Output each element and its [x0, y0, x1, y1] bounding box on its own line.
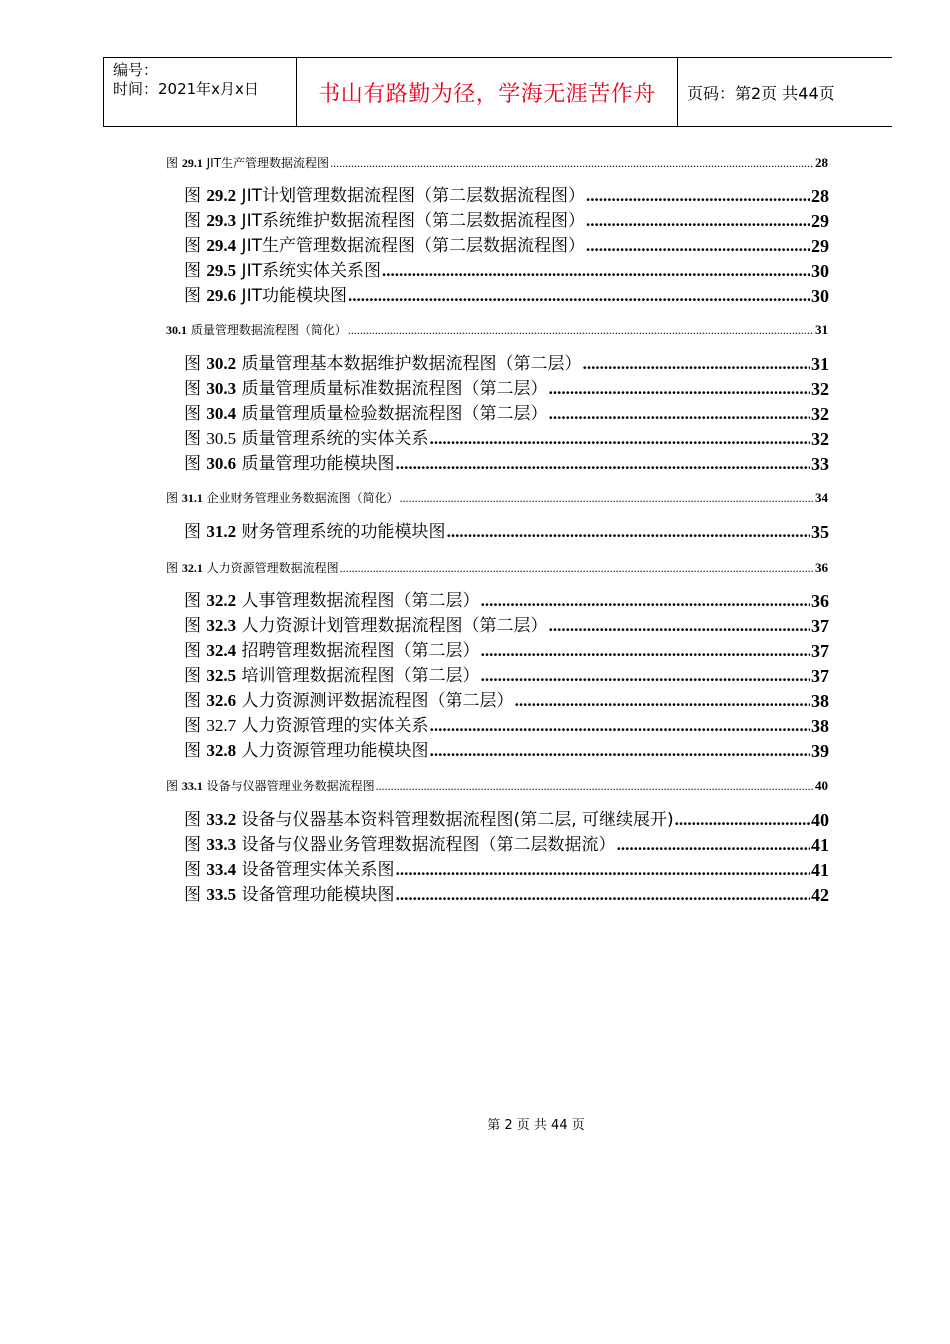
toc-entry-title	[184, 521, 446, 543]
toc-entry-title	[184, 640, 480, 662]
toc-entry-text: 设备与仪器基本资料管理数据流程图(第二层, 可继续展开)	[236, 810, 674, 830]
toc-entry-text: 培训管理数据流程图（第二层）	[236, 666, 480, 686]
toc-entry[interactable]	[166, 322, 828, 338]
toc-entry-prefix: 图	[184, 641, 207, 661]
toc-entry[interactable]	[184, 403, 829, 425]
toc-entry-page: 31	[811, 354, 829, 374]
toc-entry-number: 30.6	[206, 454, 237, 473]
toc-entry-prefix: 图	[184, 835, 207, 855]
toc-entry-page: 33	[811, 454, 829, 474]
toc-dot-leader	[396, 859, 810, 881]
toc-dot-leader	[515, 690, 810, 712]
toc-entry[interactable]	[184, 521, 829, 543]
toc-entry[interactable]	[184, 378, 829, 400]
toc-entry-number: 32.2	[206, 591, 237, 610]
toc-entry-page: 28	[811, 186, 829, 206]
footer-page-number: 第 2 页 共 44 页	[487, 1118, 585, 1133]
toc-entry-page: 39	[811, 741, 829, 761]
toc-entry-title	[184, 834, 616, 856]
toc-entry-text: JIT生产管理数据流程图（第二层数据流程图）	[236, 236, 585, 256]
toc-entry-prefix: 图	[166, 561, 182, 575]
header-meta-cell	[103, 58, 297, 126]
toc-entry-prefix: 图	[184, 522, 207, 542]
toc-entry-prefix: 图	[184, 666, 207, 686]
toc-entry-number: 30.1	[166, 323, 187, 337]
toc-entry-prefix: 图	[184, 810, 207, 830]
toc-entry-title	[184, 185, 585, 207]
toc-entry-text: 设备与仪器业务管理数据流程图（第二层数据流）	[236, 835, 616, 855]
toc-entry-text: 财务管理系统的功能模块图	[236, 522, 446, 542]
toc-entry-page: 37	[811, 666, 829, 686]
toc-entry-page: 32	[811, 429, 829, 449]
toc-entry-number: 33.2	[206, 810, 237, 829]
toc-entry-text: JIT生产管理数据流程图	[202, 156, 330, 170]
toc-entry-text: 质量管理质量标准数据流程图（第二层）	[236, 379, 548, 399]
toc-entry[interactable]	[184, 740, 829, 762]
toc-entry-title	[166, 322, 347, 338]
toc-entry[interactable]	[184, 353, 829, 375]
toc-dot-leader	[430, 715, 810, 737]
toc-entry-number: 29.5	[206, 261, 237, 280]
toc-dot-leader	[330, 155, 814, 171]
toc-entry-title	[184, 665, 480, 687]
toc-entry-prefix: 图	[184, 591, 207, 611]
header-motto: 书山有路勤为径，学海无涯苦作舟	[318, 81, 656, 107]
toc-dot-leader	[675, 809, 810, 831]
toc-entry-title	[184, 235, 585, 257]
toc-entry-prefix: 图	[184, 716, 207, 736]
toc-entry[interactable]	[166, 490, 828, 506]
toc-entry[interactable]	[184, 884, 829, 906]
toc-entry-text: 质量管理质量检验数据流程图（第二层）	[236, 404, 548, 424]
toc-entry-title	[166, 778, 375, 794]
toc-entry-title	[184, 615, 548, 637]
toc-entry-prefix: 图	[184, 261, 207, 281]
toc-entry-page: 30	[811, 286, 829, 306]
toc-entry-number: 32.1	[181, 561, 203, 575]
toc-entry-prefix: 图	[184, 860, 207, 880]
toc-entry-number: 31.1	[181, 491, 203, 505]
toc-entry-text: 招聘管理数据流程图（第二层）	[236, 641, 480, 661]
toc-entry-page: 41	[811, 835, 829, 855]
toc-entry[interactable]	[184, 210, 829, 232]
toc-dot-leader	[586, 235, 810, 257]
toc-entry-text: 人力资源测评数据流程图（第二层）	[236, 691, 514, 711]
toc-entry-prefix: 图	[184, 429, 207, 449]
toc-entry-page: 38	[811, 716, 829, 736]
toc-entry-page: 32	[811, 404, 829, 424]
toc-entry-number: 32.3	[206, 616, 237, 635]
toc-entry-page: 35	[811, 522, 829, 542]
toc-entry-prefix: 图	[166, 491, 182, 505]
toc-entry[interactable]	[184, 235, 829, 257]
toc-entry-title	[184, 353, 582, 375]
toc-entry-title	[184, 715, 429, 737]
toc-entry-prefix: 图	[184, 404, 207, 424]
toc-entry-prefix: 图	[184, 616, 207, 636]
header-page-cell	[678, 58, 892, 126]
toc-entry-prefix: 图	[184, 286, 207, 306]
toc-entry-number: 32.5	[206, 666, 237, 685]
toc-entry-number: 31.2	[206, 522, 237, 541]
toc-entry-number: 30.2	[206, 354, 237, 373]
toc-entry-text: 质量管理系统的实体关系	[236, 429, 429, 449]
toc-entry[interactable]	[166, 560, 828, 576]
toc-entry[interactable]	[184, 715, 829, 737]
toc-entry-page: 29	[811, 236, 829, 256]
toc-entry[interactable]	[184, 690, 829, 712]
toc-entry-text: 企业财务管理业务数据流图（简化）	[202, 491, 399, 505]
toc-entry-text: 设备管理实体关系图	[236, 860, 395, 880]
toc-entry[interactable]	[184, 260, 829, 282]
toc-entry-number: 30.3	[206, 379, 237, 398]
toc-entry[interactable]	[184, 665, 829, 687]
toc-entry-prefix: 图	[184, 454, 207, 474]
toc-entry-page: 31	[815, 322, 828, 337]
toc-entry-text: JIT系统维护数据流程图（第二层数据流程图）	[236, 211, 585, 231]
document-number-label: 编号：	[113, 61, 159, 79]
toc-dot-leader	[617, 834, 810, 856]
toc-entry-title	[184, 285, 347, 307]
toc-entry-text: 质量管理基本数据维护数据流程图（第二层）	[236, 354, 582, 374]
toc-dot-leader	[396, 453, 810, 475]
page-footer	[0, 1114, 950, 1133]
toc-dot-leader	[481, 590, 810, 612]
toc-entry-text: 质量管理功能模块图	[236, 454, 395, 474]
document-time-label: 时间：2021年x月x日	[113, 80, 259, 98]
toc-entry-number: 29.6	[206, 286, 237, 305]
toc-entry-text: 人力资源管理数据流程图	[202, 561, 339, 575]
toc-entry-prefix: 图	[166, 779, 182, 793]
header-motto-cell	[297, 58, 678, 126]
toc-entry-prefix: 图	[166, 156, 182, 170]
header-page-info: 页码：第2页 共44页	[687, 83, 835, 103]
toc-entry-number: 29.1	[181, 156, 203, 170]
toc-dot-leader	[348, 322, 814, 338]
toc-entry-text: 人事管理数据流程图（第二层）	[236, 591, 480, 611]
toc-entry-number: 30.4	[206, 404, 237, 423]
toc-entry[interactable]	[184, 859, 829, 881]
toc-dot-leader	[481, 665, 810, 687]
toc-entry-text: JIT计划管理数据流程图（第二层数据流程图）	[236, 186, 585, 206]
toc-dot-leader	[549, 378, 810, 400]
toc-entry-number: 32.4	[206, 641, 237, 660]
toc-entry[interactable]	[184, 590, 829, 612]
toc-entry-number: 29.2	[206, 186, 237, 205]
toc-entry-number: 29.4	[206, 236, 237, 255]
toc-dot-leader	[430, 740, 810, 762]
toc-entry-number: 32.8	[206, 741, 237, 760]
toc-entry-prefix: 图	[184, 211, 207, 231]
toc-entry-page: 42	[811, 885, 829, 905]
toc-entry-page: 40	[815, 778, 828, 793]
toc-dot-leader	[586, 185, 810, 207]
toc-dot-leader	[340, 560, 814, 576]
toc-entry-title	[184, 378, 548, 400]
toc-dot-leader	[583, 353, 810, 375]
toc-entry-title	[184, 690, 514, 712]
toc-entry-prefix: 图	[184, 186, 207, 206]
toc-entry-prefix: 图	[184, 885, 207, 905]
toc-entry-text: JIT功能模块图	[236, 286, 347, 306]
toc-entry-number: 33.3	[206, 835, 237, 854]
toc-entry[interactable]	[184, 615, 829, 637]
toc-entry[interactable]	[184, 428, 829, 450]
toc-entry-title	[184, 403, 548, 425]
toc-dot-leader	[586, 210, 810, 232]
toc-entry-title	[184, 740, 429, 762]
toc-entry-text: 人力资源计划管理数据流程图（第二层）	[236, 616, 548, 636]
toc-entry-number: 32.7	[206, 716, 237, 735]
toc-entry-title	[184, 859, 395, 881]
toc-entry[interactable]	[184, 453, 829, 475]
toc-entry[interactable]	[184, 185, 829, 207]
toc-entry-page: 38	[811, 691, 829, 711]
toc-entry[interactable]	[166, 778, 828, 794]
toc-entry-page: 32	[811, 379, 829, 399]
toc-entry-prefix: 图	[184, 236, 207, 256]
toc-entry-title	[166, 490, 399, 506]
toc-entry[interactable]	[184, 809, 829, 831]
toc-entry-page: 30	[811, 261, 829, 281]
toc-entry[interactable]	[184, 834, 829, 856]
toc-dot-leader	[549, 615, 810, 637]
toc-entry-title	[184, 428, 429, 450]
toc-dot-leader	[447, 521, 810, 543]
toc-entry-number: 32.6	[206, 691, 237, 710]
toc-entry-page: 34	[815, 490, 828, 505]
toc-entry-page: 41	[811, 860, 829, 880]
toc-entry-prefix: 图	[184, 691, 207, 711]
toc-dot-leader	[481, 640, 810, 662]
toc-entry-title	[184, 590, 480, 612]
toc-dot-leader	[430, 428, 810, 450]
toc-entry-prefix: 图	[184, 379, 207, 399]
toc-entry-page: 28	[815, 155, 828, 170]
toc-entry-page: 36	[811, 591, 829, 611]
toc-dot-leader	[400, 490, 814, 506]
toc-entry-title	[166, 560, 339, 576]
toc-entry-text: 人力资源管理功能模块图	[236, 741, 429, 761]
toc-entry-title	[184, 809, 674, 831]
toc-dot-leader	[348, 285, 810, 307]
toc-entry-prefix: 图	[184, 354, 207, 374]
toc-entry-text: 设备管理功能模块图	[236, 885, 395, 905]
toc-entry-page: 37	[811, 616, 829, 636]
toc-entry-text: 人力资源管理的实体关系	[236, 716, 429, 736]
toc-entry[interactable]	[166, 155, 828, 171]
toc-entry-title	[166, 155, 329, 171]
toc-entry-number: 33.5	[206, 885, 237, 904]
toc-entry-text: JIT系统实体关系图	[236, 261, 381, 281]
toc-entry-number: 30.5	[206, 429, 237, 448]
toc-entry-number: 33.1	[181, 779, 203, 793]
toc-entry-text: 设备与仪器管理业务数据流程图	[202, 779, 375, 793]
toc-dot-leader	[382, 260, 810, 282]
toc-entry-page: 37	[811, 641, 829, 661]
toc-entry-title	[184, 210, 585, 232]
toc-entry-page: 40	[811, 810, 829, 830]
toc-entry-prefix: 图	[184, 741, 207, 761]
toc-entry-page: 36	[815, 560, 828, 575]
toc-entry-title	[184, 453, 395, 475]
toc-entry-number: 33.4	[206, 860, 237, 879]
toc-entry-text: 质量管理数据流程图（简化）	[187, 323, 347, 337]
toc-entry-number: 29.3	[206, 211, 237, 230]
toc-dot-leader	[396, 884, 810, 906]
toc-entry-page: 29	[811, 211, 829, 231]
toc-dot-leader	[549, 403, 810, 425]
toc-entry[interactable]	[184, 285, 829, 307]
toc-dot-leader	[376, 778, 814, 794]
toc-entry-title	[184, 884, 395, 906]
document-header	[103, 57, 892, 127]
toc-entry-title	[184, 260, 381, 282]
toc-entry[interactable]	[184, 640, 829, 662]
